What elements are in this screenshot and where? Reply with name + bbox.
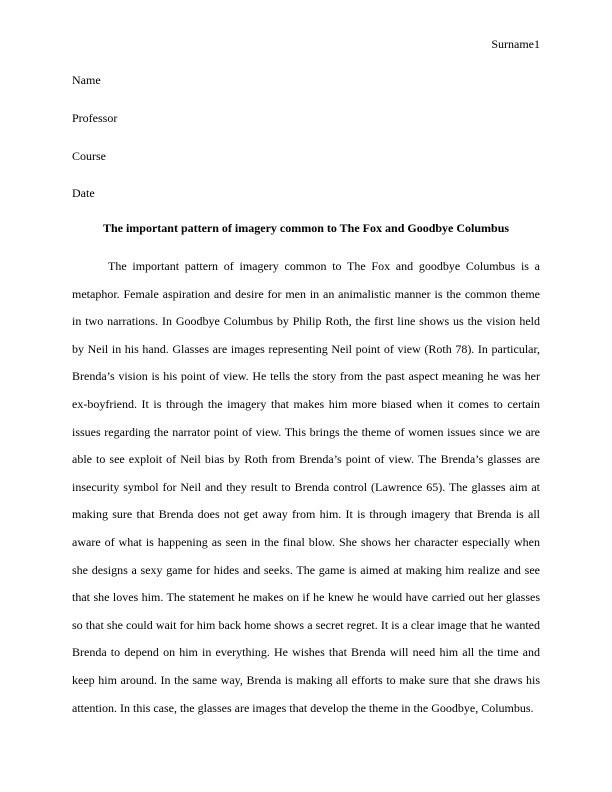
professor-name: Professor (72, 111, 118, 125)
body-line: aware of what is happening as seen in the final blow. She shows her character especially when (72, 534, 540, 549)
body-line: she designs a sexy game for hides and seeks. The game is aimed at making him realize and see (72, 562, 540, 577)
body-line: in two narrations. In Goodbye Columbus by Philip Roth, the first line shows us the vision held (72, 314, 540, 329)
body-line: issues regarding the narrator point of view. This brings the theme of women issues since we are (72, 424, 540, 439)
body-line: insecurity symbol for Neil and they result to Brenda control (Lawrence 65). The glasses aim at (72, 479, 540, 494)
body-line: by Neil in his hand. Glasses are images representing Neil point of view (Roth 78). In particular, (72, 341, 540, 356)
body-line: attention. In this case, the glasses are images that develop the theme in the Goodbye, Columbus. (72, 700, 534, 715)
student-name: Name (72, 73, 101, 87)
body-line: making sure that Brenda does not get away from him. It is through imagery that Brenda is all (72, 507, 540, 522)
course-name: Course (72, 149, 106, 163)
essay-body (72, 258, 540, 727)
body-line: Brenda’s vision is his point of view. He tells the story from the past aspect meaning he was her (72, 369, 540, 384)
running-head: Surname1 (491, 37, 540, 51)
body-line: The important pattern of imagery common to The Fox and goodbye Columbus is a (108, 259, 540, 273)
date-line: Date (72, 186, 95, 200)
body-line: metaphor. Female aspiration and desire for men in an animalistic manner is the common theme (72, 286, 540, 301)
body-line: keep him around. In the same way, Brenda is making all efforts to make sure that she draws his (72, 672, 540, 687)
body-line: Brenda to depend on him in everything. He wishes that Brenda will need him all the time and (72, 645, 540, 660)
essay-title: The important pattern of imagery common to The Fox and Goodbye Columbus (102, 221, 510, 235)
body-line: that she loves him. The statement he makes on if he knew he would have carried out her glasses (72, 590, 540, 605)
body-line: so that she could wait for him back home shows a secret regret. It is a clear image that he wanted (72, 617, 540, 632)
body-line: ex-boyfriend. It is through the imagery that makes him more biased when it comes to certain (72, 396, 540, 411)
body-line: able to see exploit of Neil bias by Roth from Brenda’s point of view. The Brenda’s glasses are (72, 452, 540, 467)
